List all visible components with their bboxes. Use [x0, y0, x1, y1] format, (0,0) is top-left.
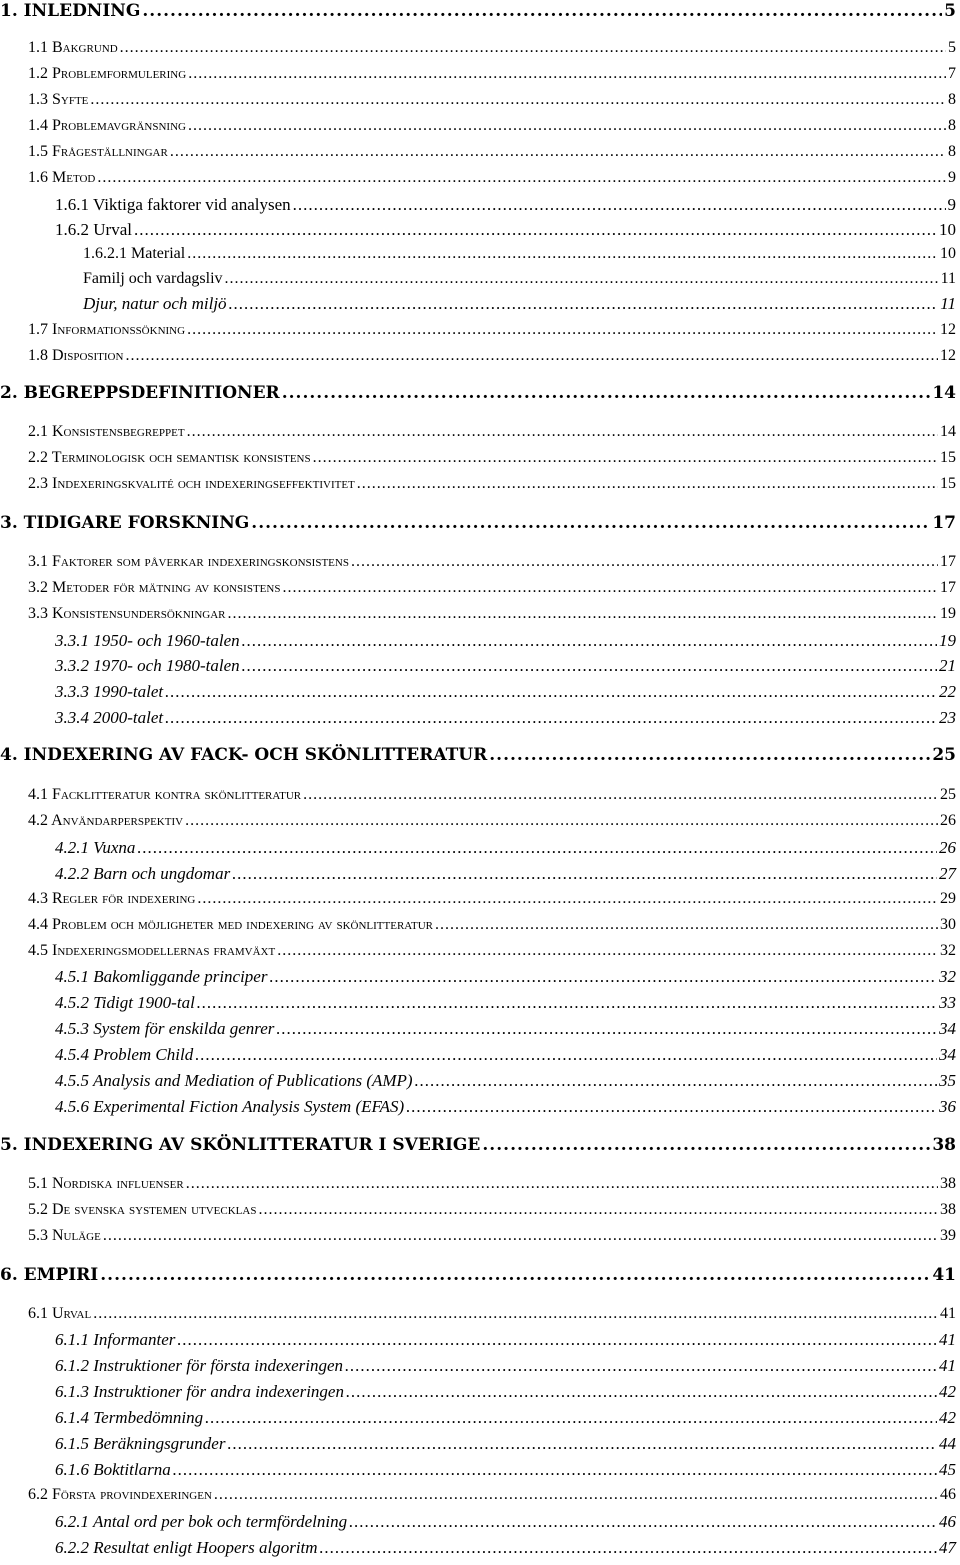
toc-entry-title: 4.2.1 Vuxna: [55, 838, 136, 857]
toc-entry-page-number: 19: [940, 605, 956, 622]
dot-leader: [227, 1434, 937, 1454]
dot-leader: [205, 1408, 937, 1428]
toc-entry-page-number: 14: [940, 423, 956, 440]
dot-leader: [103, 1227, 938, 1245]
toc-entry-page-number: 25: [932, 745, 956, 765]
toc-entry-page-number: 26: [940, 812, 956, 829]
toc-entry[interactable]: [0, 245, 956, 263]
dot-leader: [125, 347, 938, 365]
toc-entry-title: 6.1.3 Instruktioner för andra indexeringen: [55, 1382, 344, 1401]
toc-entry[interactable]: [0, 1382, 956, 1402]
toc-entry[interactable]: [0, 2, 956, 22]
dot-leader: [186, 1175, 938, 1193]
toc-entry-page-number: 17: [940, 579, 956, 596]
toc-entry-page-number: 11: [940, 270, 956, 287]
toc-entry-title: 1.1 Bakgrund: [28, 39, 118, 56]
toc-entry[interactable]: [0, 1408, 956, 1428]
toc-entry[interactable]: [0, 993, 956, 1013]
toc-entry-page-number: 10: [940, 245, 956, 262]
toc-entry[interactable]: [0, 91, 956, 109]
toc-entry-title: 6.1.4 Termbedömning: [55, 1408, 204, 1427]
dot-leader: [185, 812, 938, 830]
toc-entry-title: 3.2 Metoder för mätning av konsistens: [28, 579, 281, 596]
toc-entry-title: 4.4 Problem och möjligheter med indexering av skönlitteratur: [28, 916, 434, 933]
dot-leader: [482, 1136, 930, 1156]
toc-entry[interactable]: [0, 423, 956, 441]
dot-leader: [406, 1097, 937, 1117]
toc-entry-title: 6.1.6 Boktitlarna: [55, 1460, 171, 1479]
dot-leader: [345, 1356, 937, 1376]
toc-entry-page-number: 34: [939, 1019, 956, 1038]
toc-entry-page-number: 35: [939, 1071, 956, 1090]
toc-entry-page-number: 41: [932, 1265, 956, 1285]
toc-entry-title: 1.2 Problemformulering: [28, 65, 187, 82]
toc-entry[interactable]: [0, 347, 956, 365]
dot-leader: [346, 1382, 937, 1402]
dot-leader: [100, 1266, 930, 1286]
dot-leader: [435, 916, 938, 934]
toc-entry-title: Familj och vardagsliv: [83, 270, 223, 287]
dot-leader: [195, 1045, 937, 1065]
toc-entry[interactable]: [0, 746, 956, 766]
toc-entry-page-number: 25: [940, 786, 956, 803]
toc-entry-page-number: 8: [948, 117, 956, 134]
toc-entry-page-number: 27: [939, 864, 956, 883]
toc-entry[interactable]: [0, 169, 956, 187]
toc-entry-page-number: 8: [948, 91, 956, 108]
dot-leader: [489, 746, 930, 766]
toc-entry-title: 5.1 Nordiska influenser: [28, 1175, 184, 1192]
toc-entry-page-number: 15: [940, 449, 956, 466]
toc-entry-page-number: 26: [939, 838, 956, 857]
toc-entry[interactable]: [0, 1486, 956, 1504]
toc-entry[interactable]: [0, 1538, 956, 1558]
toc-entry-page-number: 41: [939, 1356, 956, 1375]
toc-entry[interactable]: [0, 270, 956, 288]
toc-entry[interactable]: [0, 449, 956, 467]
toc-entry[interactable]: [0, 656, 956, 676]
dot-leader: [197, 993, 937, 1013]
toc-entry-title: 4.1 Facklitteratur kontra skönlitteratur: [28, 786, 302, 803]
toc-entry-title: 1.5 Frågeställningar: [28, 143, 168, 160]
toc-entry[interactable]: [0, 1356, 956, 1376]
dot-leader: [232, 864, 937, 884]
toc-entry-page-number: 45: [939, 1460, 956, 1479]
dot-leader: [282, 384, 931, 404]
toc-entry-title: 1.3 Syfte: [28, 91, 89, 108]
toc-entry-page-number: 12: [940, 321, 956, 338]
dot-leader: [229, 294, 939, 314]
toc-entry[interactable]: [0, 1097, 956, 1117]
toc-entry-title: 3.3 Konsistensundersökningar: [28, 605, 226, 622]
toc-entry-title: 5.2 De svenska systemen utvecklas: [28, 1201, 257, 1218]
toc-entry-title: 4.5.6 Experimental Fiction Analysis System (EFAS): [55, 1097, 405, 1116]
toc-entry[interactable]: [0, 579, 956, 597]
toc-entry[interactable]: [0, 294, 956, 314]
toc-entry-page-number: 23: [939, 708, 956, 727]
toc-entry-title: 3. TIDIGARE FORSKNING: [0, 513, 250, 533]
dot-leader: [258, 1201, 938, 1219]
toc-entry-page-number: 17: [940, 553, 956, 570]
toc-entry[interactable]: [0, 220, 956, 240]
toc-entry-page-number: 34: [939, 1045, 956, 1064]
toc-entry-title: 4.5.3 System för enskilda genrer: [55, 1019, 275, 1038]
toc-entry-page-number: 10: [939, 220, 956, 239]
toc-entry-title: 3.3.2 1970- och 1980-talen: [55, 656, 240, 675]
dot-leader: [214, 1486, 938, 1504]
dot-leader: [188, 117, 946, 135]
toc-entry[interactable]: [0, 1045, 956, 1065]
toc-entry-title: 2.2 Terminologisk och semantisk konsistens: [28, 449, 311, 466]
dot-leader: [197, 890, 938, 908]
toc-entry-title: 2.3 Indexeringskvalité och indexeringseffektivitet: [28, 475, 355, 492]
toc-entry[interactable]: [0, 812, 956, 830]
dot-leader: [173, 1460, 937, 1480]
dot-leader: [165, 682, 937, 702]
toc-entry-page-number: 41: [940, 1305, 956, 1322]
dot-leader: [415, 1071, 937, 1091]
toc-entry[interactable]: [0, 514, 956, 534]
toc-entry-title: 4.2 Användarperspektiv: [28, 812, 184, 829]
toc-entry-page-number: 11: [940, 294, 956, 313]
toc-entry-page-number: 5: [944, 1, 956, 21]
dot-leader: [187, 423, 938, 441]
toc-entry-page-number: 19: [939, 631, 956, 650]
toc-entry-page-number: 9: [948, 169, 956, 186]
toc-entry-page-number: 42: [939, 1382, 956, 1401]
toc-entry-page-number: 44: [939, 1434, 956, 1453]
toc-entry-page-number: 12: [940, 347, 956, 364]
dot-leader: [303, 786, 938, 804]
toc-entry-page-number: 38: [940, 1201, 956, 1218]
dot-leader: [137, 838, 937, 858]
toc-entry[interactable]: [0, 1175, 956, 1193]
toc-entry[interactable]: [0, 143, 956, 161]
toc-entry-title: 4.5.1 Bakomliggande principer: [55, 967, 268, 986]
toc-entry-title: 1.6.1 Viktiga faktorer vid analysen: [55, 195, 291, 214]
toc-entry[interactable]: [0, 1136, 956, 1156]
dot-leader: [293, 195, 946, 215]
toc-entry-title: 5.3 Nuläge: [28, 1227, 101, 1244]
toc-entry-title: 1.8 Disposition: [28, 347, 124, 364]
toc-entry[interactable]: [0, 195, 956, 215]
toc-entry[interactable]: [0, 1201, 956, 1219]
toc-entry-title: 6.1 Urval: [28, 1305, 92, 1322]
toc-entry[interactable]: [0, 553, 956, 571]
toc-entry-title: 6.1.1 Informanter: [55, 1330, 176, 1349]
toc-entry[interactable]: [0, 1512, 956, 1532]
toc-entry-page-number: 46: [940, 1486, 956, 1503]
toc-entry-title: 1. INLEDNING: [0, 1, 141, 21]
dot-leader: [177, 1330, 937, 1350]
toc-entry-title: 3.3.1 1950- och 1960-talen: [55, 631, 240, 650]
toc-entry-page-number: 22: [939, 682, 956, 701]
toc-entry-page-number: 14: [932, 383, 956, 403]
toc-entry-page-number: 9: [947, 195, 956, 214]
dot-leader: [349, 1512, 937, 1532]
toc-entry[interactable]: [0, 1330, 956, 1350]
dot-leader: [225, 270, 939, 288]
toc-entry-page-number: 7: [948, 65, 956, 82]
toc-entry-page-number: 32: [939, 967, 956, 986]
toc-entry[interactable]: [0, 967, 956, 987]
toc-entry[interactable]: [0, 1227, 956, 1245]
toc-entry-title: 4.2.2 Barn och ungdomar: [55, 864, 231, 883]
dot-leader: [269, 967, 937, 987]
dot-leader: [188, 65, 946, 83]
toc-entry-title: 1.6.2.1 Material: [83, 245, 186, 262]
dot-leader: [90, 91, 946, 109]
toc-entry[interactable]: [0, 605, 956, 623]
dot-leader: [357, 475, 938, 493]
toc-entry[interactable]: [0, 890, 956, 908]
toc-entry-page-number: 38: [940, 1175, 956, 1192]
toc-entry[interactable]: [0, 384, 956, 404]
toc-entry-page-number: 41: [939, 1330, 956, 1349]
toc-entry-page-number: 29: [940, 890, 956, 907]
dot-leader: [228, 605, 938, 623]
toc-entry[interactable]: [0, 475, 956, 493]
dot-leader: [320, 1538, 937, 1558]
toc-entry[interactable]: [0, 1266, 956, 1286]
toc-entry-page-number: 47: [939, 1538, 956, 1557]
dot-leader: [187, 245, 938, 263]
dot-leader: [97, 169, 946, 187]
toc-entry-page-number: 30: [940, 916, 956, 933]
toc-entry[interactable]: [0, 321, 956, 339]
toc-entry-title: 6.2 Första provindexeringen: [28, 1486, 212, 1503]
dot-leader: [242, 631, 937, 651]
toc-entry-title: 4.5.2 Tidigt 1900-tal: [55, 993, 195, 1012]
toc-entry-page-number: 39: [940, 1227, 956, 1244]
toc-entry-title: 1.6 Metod: [28, 169, 96, 186]
toc-entry-page-number: 15: [940, 475, 956, 492]
toc-entry-title: 1.6.2 Urval: [55, 220, 132, 239]
dot-leader: [187, 321, 938, 339]
toc-entry-title: 6.1.2 Instruktioner för första indexeringen: [55, 1356, 344, 1375]
toc-entry[interactable]: [0, 786, 956, 804]
toc-entry-title: 4.3 Regler för indexering: [28, 890, 196, 907]
toc-entry-page-number: 17: [932, 513, 956, 533]
toc-entry-page-number: 42: [939, 1408, 956, 1427]
toc-entry[interactable]: [0, 864, 956, 884]
toc-entry-title: 2.1 Konsistensbegreppet: [28, 423, 185, 440]
dot-leader: [134, 220, 937, 240]
toc-entry[interactable]: [0, 1305, 956, 1323]
toc-entry-page-number: 5: [948, 39, 956, 56]
dot-leader: [120, 39, 946, 57]
toc-entry-title: 3.3.4 2000-talet: [55, 708, 164, 727]
dot-leader: [251, 514, 930, 534]
dot-leader: [242, 656, 937, 676]
toc-entry-page-number: 21: [939, 656, 956, 675]
dot-leader: [282, 579, 938, 597]
toc-entry-title: 2. BEGREPPSDEFINITIONER: [0, 383, 280, 403]
toc-entry[interactable]: [0, 1071, 956, 1091]
toc-entry-title: 1.7 Informationssökning: [28, 321, 186, 338]
dot-leader: [142, 2, 942, 22]
dot-leader: [276, 1019, 937, 1039]
dot-leader: [313, 449, 938, 467]
dot-leader: [93, 1305, 938, 1323]
toc-entry-title: 4.5 Indexeringsmodellernas framväxt: [28, 942, 276, 959]
toc-entry-page-number: 36: [939, 1097, 956, 1116]
toc-entry-title: 6. EMPIRI: [0, 1265, 99, 1285]
dot-leader: [165, 708, 937, 728]
toc-entry-page-number: 8: [948, 143, 956, 160]
toc-entry-title: Djur, natur och miljö: [83, 294, 227, 313]
toc-entry[interactable]: [0, 1434, 956, 1454]
toc-entry-title: 4. INDEXERING AV FACK- OCH SKÖNLITTERATUR: [0, 745, 488, 765]
dot-leader: [170, 143, 946, 161]
toc-entry[interactable]: [0, 916, 956, 934]
toc-entry-page-number: 38: [932, 1135, 956, 1155]
toc-entry-title: 3.3.3 1990-talet: [55, 682, 164, 701]
toc-entry[interactable]: [0, 1460, 956, 1480]
toc-entry-title: 6.2.2 Resultat enligt Hoopers algoritm: [55, 1538, 318, 1557]
toc-entry-title: 4.5.5 Analysis and Mediation of Publications (AMP): [55, 1071, 413, 1090]
dot-leader: [277, 942, 938, 960]
toc-entry-page-number: 32: [940, 942, 956, 959]
toc-entry-title: 6.2.1 Antal ord per bok och termfördelning: [55, 1512, 348, 1531]
toc-entry-title: 6.1.5 Beräkningsgrunder: [55, 1434, 226, 1453]
toc-entry[interactable]: [0, 1019, 956, 1039]
toc-entry-page-number: 33: [939, 993, 956, 1012]
toc-entry[interactable]: [0, 708, 956, 728]
toc-entry[interactable]: [0, 631, 956, 651]
dot-leader: [351, 553, 938, 571]
toc-entry-title: 4.5.4 Problem Child: [55, 1045, 194, 1064]
toc-entry[interactable]: [0, 65, 956, 83]
toc-entry[interactable]: [0, 942, 956, 960]
toc-entry-title: 3.1 Faktorer som påverkar indexeringskonsistens: [28, 553, 349, 570]
toc-entry-page-number: 46: [939, 1512, 956, 1531]
toc-entry[interactable]: [0, 682, 956, 702]
toc-entry-title: 1.4 Problemavgränsning: [28, 117, 186, 134]
toc-entry[interactable]: [0, 117, 956, 135]
toc-entry[interactable]: [0, 838, 956, 858]
toc-entry-title: 5. INDEXERING AV SKÖNLITTERATUR I SVERIGE: [0, 1135, 481, 1155]
toc-entry[interactable]: [0, 39, 956, 57]
